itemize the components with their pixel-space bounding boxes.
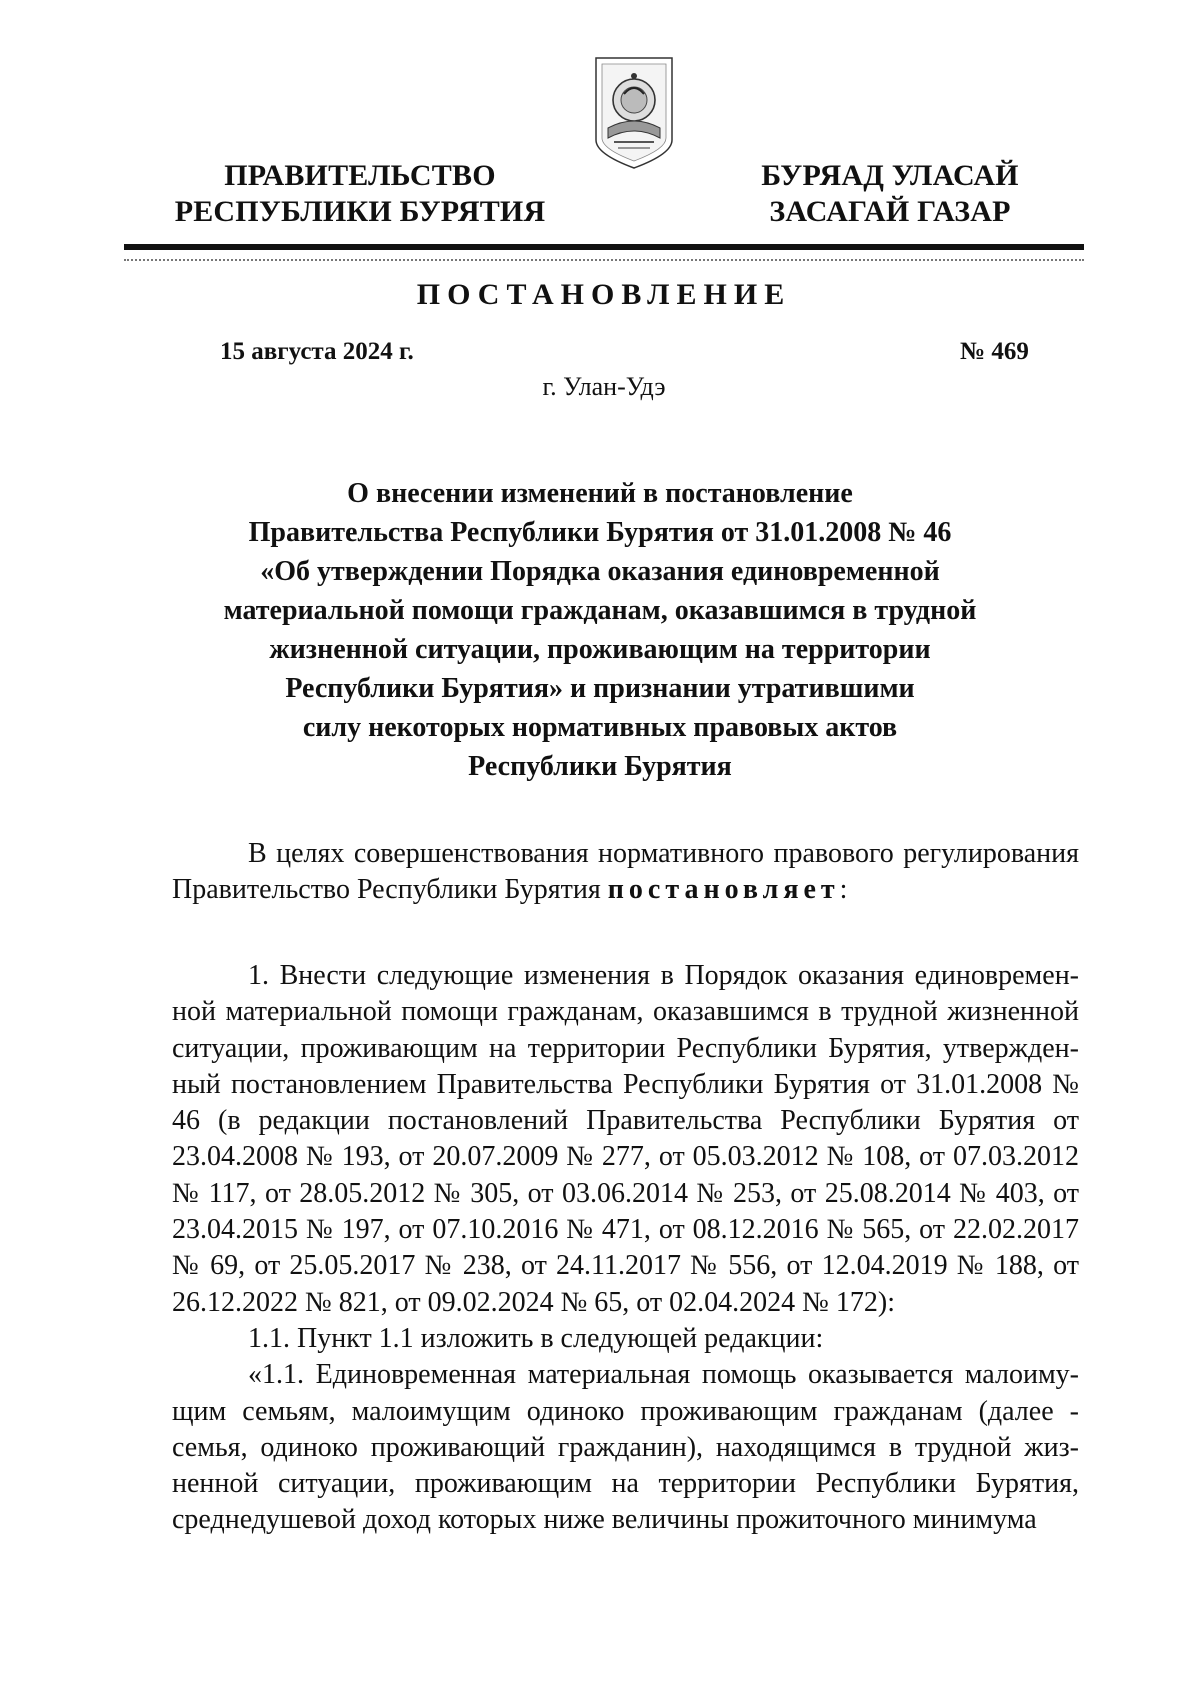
title-line: материальной помощи гражданам, оказавшимся в трудной <box>223 595 977 626</box>
title-line: Республики Бурятия <box>468 751 732 782</box>
header-divider-thick <box>124 244 1084 250</box>
title-line: «Об утверждении Порядка оказания единовременной <box>260 556 940 587</box>
preamble-verb: постановляет <box>607 874 840 906</box>
title-line: жизненной ситуации, проживающим на территории <box>269 634 931 665</box>
coat-of-arms-icon <box>592 54 676 172</box>
document-city: г. Улан-Удэ <box>542 372 666 401</box>
document-date: 15 августа 2024 г. <box>220 338 414 365</box>
preamble-text: В целях совершенствования нормативного правового регулирования Правительство Республики Бурятия <box>172 838 1079 906</box>
preamble <box>172 836 1079 909</box>
header-left-line-1: ПРАВИТЕЛЬСТВО <box>224 159 496 192</box>
header-divider-thin <box>124 259 1084 261</box>
title-line: Правительства Республики Бурятия от 31.01.2008 № 46 <box>248 517 952 548</box>
title-line: О внесении изменений в постановление <box>347 478 853 509</box>
header-left-line-2: РЕСПУБЛИКИ БУРЯТИЯ <box>174 195 546 228</box>
government-name-buryat <box>730 158 1050 230</box>
title-line: Республики Бурятия» и признании утратившими <box>285 673 915 704</box>
document-number: № 469 <box>960 338 1029 365</box>
body-paragraph: 1.1. Пункт 1.1 изложить в следующей редакции: <box>248 1322 824 1354</box>
preamble-end: : <box>839 874 848 906</box>
document-title <box>200 474 1000 786</box>
header-right-line-1: БУРЯАД УЛАСАЙ <box>761 159 1019 192</box>
government-name-russian <box>170 158 550 230</box>
title-line: силу некоторых нормативных правовых актов <box>302 712 898 743</box>
body-paragraph: «1.1. Единовременная материальная помощь оказывается малоимущим семьям, малоимущим одиноко проживающим гражданам (далее - семья, одиноко проживающий гражданин), находящимся в трудной жизненной ситуации, проживающим на территории Республики Бурятия, среднедушевой доход которых ниже величины прожиточного минимума <box>172 1359 1079 1536</box>
body-paragraph: 1. Внести следующие изменения в Порядок оказания единовременной материальной помощи гражданам, оказавшимся в трудной жизненной ситуации, проживающим на территории Республики Бурятия, утвержденный постановлением Правительства Республики Бурятия от 31.01.2008 № 46 (в редакции постановлений Правительства Республики Бурятия от 23.04.2008 № 193, от 20.07.2009 № 277, от 05.03.2012 № 108, от 07.03.2012 № 117, от 28.05.2012 № 305, от 03.06.2014 № 253, от 25.08.2014 № 403, от 23.04.2015 № 197, от 07.10.2016 № 471, от 08.12.2016 № 565, от 22.02.2017 № 69, от 25.05.2017 № 238, от 24.11.2017 № 556, от 12.04.2019 № 188, от 26.12.2022 № 821, от 09.02.2024 № 65, от 02.04.2024 № 172): <box>172 960 1079 1318</box>
document-type: ПОСТАНОВЛЕНИЕ <box>416 278 792 311</box>
document-body <box>172 958 1079 1539</box>
header-right-line-2: ЗАСАГАЙ ГАЗАР <box>769 195 1011 228</box>
